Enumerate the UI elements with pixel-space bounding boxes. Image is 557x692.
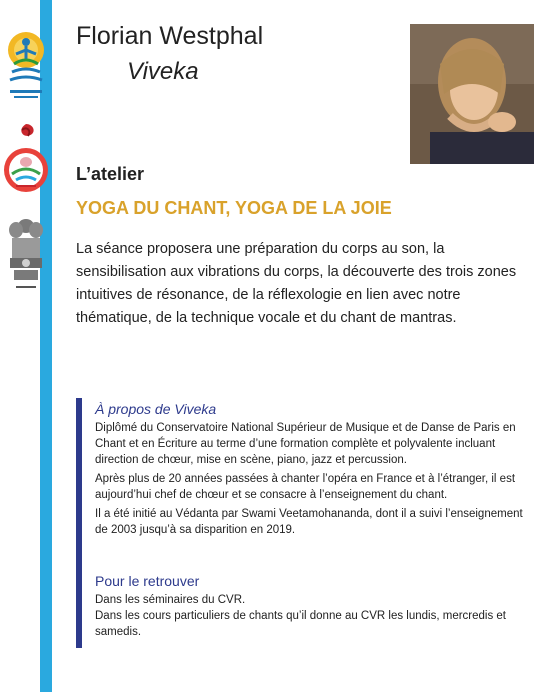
- spiritual-name: Viveka: [127, 58, 199, 85]
- section-label: L’atelier: [76, 164, 145, 184]
- portrait-photo: [410, 24, 534, 164]
- about-paragraph: Diplômé du Conservatoire National Supérieur de Musique et de Danse de Paris en Chant et en Écriture au terme d’une formation complète et polyvalente incluant direction de chœur, mise en scène, piano, jazz et percussion.: [95, 422, 516, 466]
- ashoka-emblem-icon: [2, 212, 50, 296]
- about-accent-bar: [76, 398, 82, 648]
- about-heading: À propos de Viveka: [95, 401, 217, 417]
- about-paragraph: Après plus de 20 années passées à chanter l’opéra en France et à l’étranger, il est aujourd’hui chef de chœur et se consacre à l’enseignement du chant.: [95, 473, 516, 501]
- about-paragraph: Il a été initié au Védanta par Swami Veetamohananda, dont il a suivi l’enseignement de 2003 jusqu’à sa disparition en 2019.: [95, 508, 523, 536]
- workshop-title: YOGA DU CHANT, YOGA DE LA JOIE: [76, 198, 392, 218]
- person-name: Florian Westphal: [76, 22, 264, 50]
- yoga-day-logo-icon: [2, 28, 50, 106]
- sidebar: [0, 0, 52, 692]
- find-line: Dans les séminaires du CVR.: [95, 594, 246, 606]
- find-heading: Pour le retrouver: [95, 573, 200, 589]
- ramakrishna-emblem-icon: [2, 120, 50, 202]
- workshop-description: La séance proposera une préparation du corps au son, la sensibilisation aux vibrations du corps, la découverte des trois zones intuitives de résonance, de la réflexologie en lien avec notre thématique, de la technique vocale et du chant de mantras.: [76, 241, 517, 326]
- find-line: Dans les cours particuliers de chants qu’il donne au CVR les lundis, mercredis et samedis.: [95, 610, 507, 638]
